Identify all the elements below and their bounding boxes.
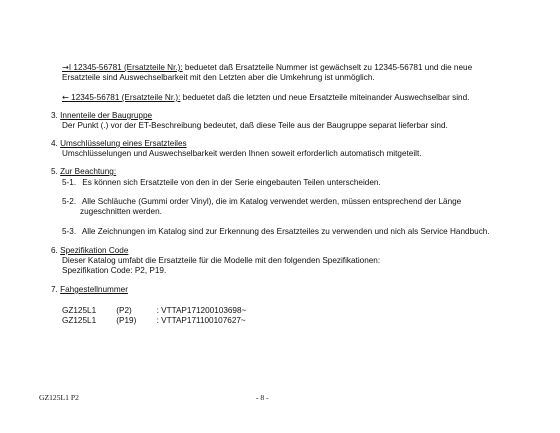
- section-6-text-line1: Dieser Katalog umfabt die Ersatzteile für die Modelle mit den folgenden Spezifikationen:: [62, 256, 381, 265]
- section-4-text: Umschlüsselungen und Auswechselbarkeit werden Ihnen soweit erforderlich automatisch mitgeteilt.: [62, 149, 422, 158]
- section-3-heading: [51, 111, 152, 120]
- item-5-1-text: Es können sich Ersatzteile von den in der Serie eingebauten Teilen unterscheiden.: [82, 178, 381, 187]
- model-cell: GZ125L1: [62, 306, 97, 315]
- forward-text-line2: Ersatzteile sind Auswechselbarkeit mit den Letzten aber die Umkehrung ist unmöglich.: [62, 73, 375, 82]
- section-5-heading: [51, 167, 116, 176]
- section-6-title: Spezifikation Code: [60, 246, 129, 255]
- section-6-text-line2: Spezifikation Code: P2, P19.: [62, 266, 167, 275]
- section-5-number: 5.: [51, 167, 58, 176]
- table-row: [62, 316, 246, 325]
- replacement-note-backward: [62, 92, 469, 102]
- backward-ref: ← 12345-56781 (Ersatzteile Nr.):: [62, 92, 181, 102]
- section-6-number: 6.: [51, 246, 58, 255]
- item-5-2-number: 5-2.: [62, 197, 77, 206]
- section-7-heading: [51, 285, 128, 294]
- section-4-number: 4.: [51, 139, 58, 148]
- spec-code-cell: (P19): [116, 316, 137, 325]
- forward-text-line1: beduetet daß Ersatzteile Nummer ist gewächselt zu 12345-56781 und die neue: [182, 63, 473, 72]
- frame-number-cell: : VTTAP171100107627~: [156, 316, 246, 325]
- table-row: [62, 306, 246, 315]
- item-5-2-text-continued: zugeschnitten werden.: [80, 207, 162, 216]
- model-cell: GZ125L1: [62, 316, 97, 325]
- frame-number-cell: : VTTAP171200103698~: [156, 306, 247, 315]
- section-3-number: 3.: [51, 111, 58, 120]
- item-5-2: [62, 197, 461, 206]
- arrow-right-icon: →: [62, 62, 69, 72]
- footer-model: GZ125L1 P2: [39, 393, 79, 402]
- section-3-title: Innenteile der Baugruppe: [60, 111, 153, 120]
- spec-code-cell: (P2): [116, 306, 132, 315]
- section-4-heading: [51, 139, 187, 148]
- item-5-1-number: 5-1.: [62, 178, 77, 187]
- item-5-3-number: 5-3.: [62, 227, 77, 236]
- item-5-3: [62, 227, 490, 236]
- backward-text: beduetet daß die letzten und neue Ersatzteile miteinander Auswechselbar sind.: [180, 93, 470, 102]
- section-5-title: Zur Beachtung:: [60, 167, 117, 176]
- page-number: - 8 -: [256, 393, 269, 402]
- section-6-heading: [51, 246, 128, 255]
- arrow-left-icon: ←: [62, 92, 69, 102]
- section-4-title: Umschlüsselung eines Ersatzteiles: [60, 139, 187, 148]
- section-3-text: Der Punkt (.) vor der ET-Beschreibung bedeutet, daß diese Teile aus der Baugruppe separat lieferbar sind.: [62, 121, 448, 130]
- forward-ref: →I 12345-56781 (Ersatzteile Nr.):: [62, 62, 183, 72]
- item-5-2-text: Alle Schläuche (Gummi order Vinyl), die im Katalog verwendet werden, müssen entsprechend der Länge: [81, 197, 462, 206]
- item-5-3-text: Alle Zeichnungen im Katalog sind zur Erkennung des Ersatzteiles zu verwenden und nich als Service Handbuch.: [81, 227, 490, 236]
- section-7-title: Fahgestellnummer: [60, 285, 128, 294]
- replacement-note-forward: [62, 62, 472, 72]
- section-7-number: 7.: [51, 285, 58, 294]
- item-5-1: [62, 178, 381, 187]
